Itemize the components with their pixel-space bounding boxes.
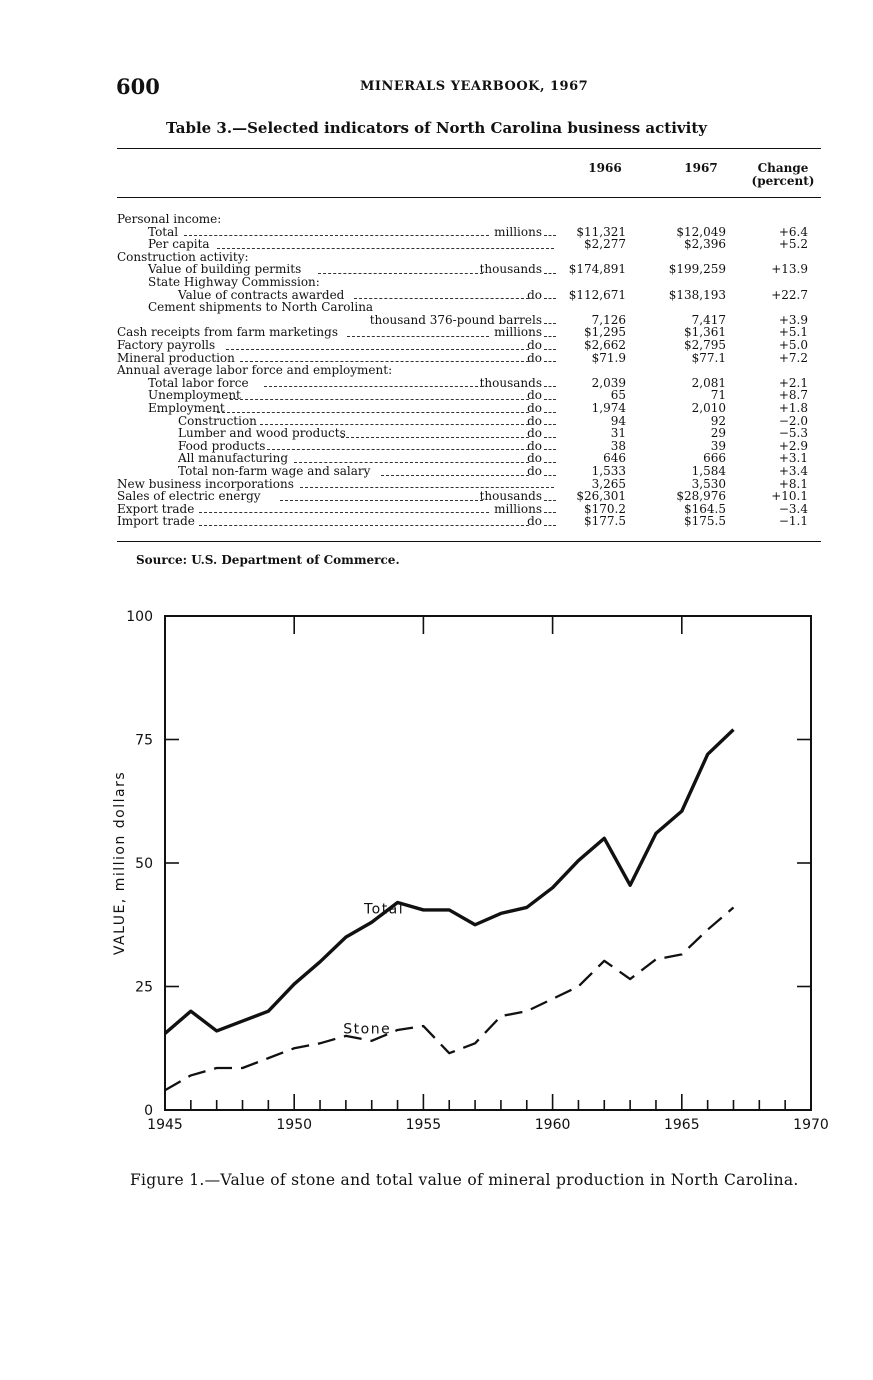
- value-change: +8.7: [778, 388, 808, 403]
- x-tick-label: 1950: [276, 1117, 313, 1133]
- table-row: [0, 377, 873, 390]
- value-1966: $170.2: [584, 501, 626, 516]
- value-1966: $1,295: [584, 325, 626, 340]
- value-1966: 3,265: [591, 476, 626, 491]
- y-tick-label: 75: [135, 732, 153, 749]
- value-change: +22.7: [771, 287, 808, 302]
- table-row: [0, 440, 873, 453]
- leader-dots: [544, 352, 556, 365]
- table-title: Table 3.—Selected indicators of North Carolina business activity: [166, 119, 707, 137]
- row-label: Annual average labor force and employment:: [117, 363, 393, 378]
- value-change: +3.4: [778, 464, 808, 478]
- table-row: [0, 465, 873, 478]
- value-change: +7.2: [778, 350, 808, 365]
- row-unit: thousands: [479, 489, 542, 504]
- line-chart: [0, 590, 873, 1150]
- leader-dots: [544, 314, 556, 327]
- table-row: [0, 339, 873, 352]
- plot-frame: [165, 616, 811, 1110]
- table-row: [0, 301, 873, 314]
- value-1966: 31: [610, 426, 626, 441]
- row-label: State Highway Commission:: [148, 275, 320, 289]
- value-1967: $2,396: [684, 237, 726, 252]
- value-1967: $1,361: [684, 325, 726, 340]
- leader-dots: [184, 226, 490, 239]
- leader-dots: [199, 503, 489, 516]
- value-1966: $2,662: [584, 338, 626, 352]
- row-unit: do: [527, 426, 542, 441]
- value-change: +13.9: [771, 262, 808, 277]
- value-1966: 38: [610, 438, 626, 453]
- leader-dots: [280, 490, 483, 503]
- leader-dots: [544, 389, 556, 402]
- leader-dots: [381, 465, 529, 478]
- row-label: Lumber and wood products: [178, 426, 346, 441]
- row-unit: do: [527, 438, 542, 453]
- page-number: 600: [116, 74, 160, 99]
- row-unit: do: [527, 338, 542, 352]
- row-unit: do: [527, 350, 542, 365]
- leader-dots: [341, 427, 529, 440]
- row-label: Food products: [178, 438, 266, 453]
- value-1966: $26,301: [576, 489, 626, 504]
- series-label-total: Total: [363, 901, 405, 918]
- value-change: +5.1: [778, 325, 808, 340]
- table-row: [0, 415, 873, 428]
- leader-dots: [544, 326, 556, 339]
- y-tick-label: 100: [126, 609, 153, 625]
- value-1966: 94: [610, 413, 626, 428]
- leader-dots: [199, 515, 528, 528]
- row-unit: do: [527, 464, 542, 478]
- value-1966: 1,974: [591, 401, 626, 415]
- value-1966: $71.9: [591, 350, 626, 365]
- value-1967: 39: [710, 438, 726, 453]
- table-row: [0, 226, 873, 239]
- series-line-stone: [165, 907, 733, 1090]
- row-label: Construction activity:: [117, 249, 249, 264]
- y-axis-label: VALUE, million dollars: [112, 770, 128, 956]
- column-header-1966: 1966: [588, 161, 622, 175]
- value-1967: 92: [710, 413, 726, 428]
- column-header-1967: 1967: [684, 161, 718, 175]
- table-row: [0, 402, 873, 415]
- row-unit: thousands: [479, 375, 542, 390]
- x-tick-label: 1970: [793, 1117, 829, 1133]
- leader-dots: [544, 415, 556, 428]
- value-change: −2.0: [778, 413, 808, 428]
- table-bottom-rule: [117, 541, 821, 542]
- row-unit: millions: [494, 501, 542, 516]
- table-row: [0, 364, 873, 377]
- value-1966: $2,277: [584, 237, 626, 252]
- row-label: Personal income:: [117, 212, 222, 226]
- value-change: +5.2: [778, 237, 808, 252]
- row-label: Value of building permits: [148, 262, 302, 277]
- table-row: [0, 238, 873, 251]
- value-1967: 666: [703, 451, 726, 466]
- row-unit: do: [527, 401, 542, 415]
- row-label: Cash receipts from farm marketings: [117, 325, 339, 340]
- leader-dots: [354, 289, 529, 302]
- row-label: Mineral production: [117, 350, 235, 365]
- row-unit: do: [527, 451, 542, 466]
- series-label-stone: Stone: [343, 1021, 392, 1038]
- leader-dots: [544, 263, 556, 276]
- table-row: [0, 389, 873, 402]
- row-label: Unemployment: [148, 388, 241, 403]
- leader-dots: [544, 427, 556, 440]
- row-label: Employment: [148, 401, 225, 415]
- leader-dots: [267, 440, 529, 453]
- table-row: [0, 263, 873, 276]
- row-label: Cement shipments to North Carolina: [148, 300, 374, 315]
- value-1967: 2,081: [691, 375, 726, 390]
- table-row: [0, 251, 873, 264]
- row-unit: do: [527, 514, 542, 529]
- row-unit: millions: [494, 224, 542, 239]
- series-line-total: [165, 730, 733, 1034]
- leader-dots: [544, 226, 556, 239]
- leader-dots: [544, 402, 556, 415]
- row-label: Construction: [178, 413, 257, 428]
- y-tick-label: 0: [144, 1103, 153, 1119]
- leader-dots: [347, 326, 489, 339]
- value-1966: 65: [610, 388, 626, 403]
- value-1966: $112,671: [568, 287, 626, 302]
- leader-dots: [264, 377, 483, 390]
- value-1967: $175.5: [684, 514, 726, 529]
- value-change: +6.4: [778, 224, 808, 239]
- row-label: Total non-farm wage and salary: [178, 464, 371, 478]
- value-change: +8.1: [778, 476, 808, 491]
- leader-dots: [544, 490, 556, 503]
- x-tick-label: 1960: [534, 1117, 571, 1133]
- value-1967: $138,193: [668, 287, 726, 302]
- leader-dots: [544, 289, 556, 302]
- leader-dots: [226, 339, 529, 352]
- row-label: Export trade: [117, 501, 195, 516]
- table-row: [0, 515, 873, 528]
- value-1966: $177.5: [584, 514, 626, 529]
- value-1967: $164.5: [684, 501, 726, 516]
- leader-dots: [318, 263, 483, 276]
- table-row: [0, 427, 873, 440]
- row-unit: do: [527, 287, 542, 302]
- value-1966: 7,126: [591, 312, 626, 327]
- value-1967: 2,010: [691, 401, 726, 415]
- value-1966: 2,039: [591, 375, 626, 390]
- value-change: +1.8: [778, 401, 808, 415]
- value-1966: 1,533: [591, 464, 626, 478]
- y-tick-label: 50: [135, 856, 153, 872]
- leader-dots: [544, 465, 556, 478]
- value-1966: 646: [603, 451, 626, 466]
- leader-dots: [544, 515, 556, 528]
- row-label: Import trade: [117, 514, 195, 529]
- row-label: All manufacturing: [178, 451, 288, 466]
- value-change: +3.1: [778, 451, 808, 466]
- row-label: Per capita: [148, 237, 210, 252]
- value-change: +3.9: [778, 312, 808, 327]
- value-1967: 71: [710, 388, 726, 403]
- value-1966: $174,891: [568, 262, 626, 277]
- value-1966: $11,321: [576, 224, 626, 239]
- leader-dots: [544, 452, 556, 465]
- x-tick-label: 1955: [405, 1117, 442, 1133]
- value-1967: $12,049: [676, 224, 726, 239]
- leader-dots: [544, 503, 556, 516]
- table-header-rule: [117, 197, 821, 198]
- y-tick-label: 25: [135, 979, 153, 996]
- table-row: [0, 213, 873, 226]
- row-label: Factory payrolls: [117, 338, 216, 352]
- table-source-note: Source: U.S. Department of Commerce.: [136, 553, 400, 567]
- figure-caption: Figure 1.—Value of stone and total value of mineral production in North Carolina.: [130, 1171, 799, 1189]
- value-change: +2.9: [778, 438, 808, 453]
- table-row: [0, 276, 873, 289]
- value-1967: $199,259: [668, 262, 726, 277]
- value-change: +2.1: [778, 375, 808, 390]
- table-top-rule: [117, 148, 821, 149]
- row-unit: do: [527, 413, 542, 428]
- column-header-change: Change (percent): [751, 161, 815, 188]
- value-change: +10.1: [771, 489, 808, 504]
- value-change: +5.0: [778, 338, 808, 352]
- running-head: MINERALS YEARBOOK, 1967: [360, 79, 589, 94]
- value-1967: $2,795: [684, 338, 726, 352]
- leader-dots: [544, 377, 556, 390]
- table-row: [0, 289, 873, 302]
- value-1967: 7,417: [691, 312, 726, 327]
- x-tick-label: 1965: [663, 1117, 700, 1133]
- leader-dots: [217, 402, 529, 415]
- row-unit: thousand 376-pound barrels: [369, 312, 542, 327]
- value-change: −1.1: [778, 514, 808, 529]
- value-1967: 3,530: [691, 476, 726, 491]
- value-1967: 29: [710, 426, 726, 441]
- row-unit: millions: [494, 325, 542, 340]
- row-label: Sales of electric energy: [117, 489, 261, 504]
- row-label: New business incorporations: [117, 476, 294, 491]
- table-row: [0, 490, 873, 503]
- row-label: Total labor force: [148, 375, 249, 390]
- row-label: Total: [148, 224, 179, 239]
- x-tick-label: 1945: [147, 1117, 183, 1133]
- value-1967: $77.1: [691, 350, 726, 365]
- leader-dots: [544, 339, 556, 352]
- leader-dots: [230, 389, 528, 402]
- row-unit: do: [527, 388, 542, 403]
- value-1967: $28,976: [676, 489, 726, 504]
- leader-dots: [217, 238, 554, 251]
- value-change: −3.4: [778, 501, 808, 516]
- row-unit: thousands: [479, 262, 542, 277]
- table-row: [0, 452, 873, 465]
- value-1967: 1,584: [691, 464, 726, 478]
- row-label: Value of contracts awarded: [178, 287, 345, 302]
- value-change: −5.3: [778, 426, 808, 441]
- leader-dots: [544, 440, 556, 453]
